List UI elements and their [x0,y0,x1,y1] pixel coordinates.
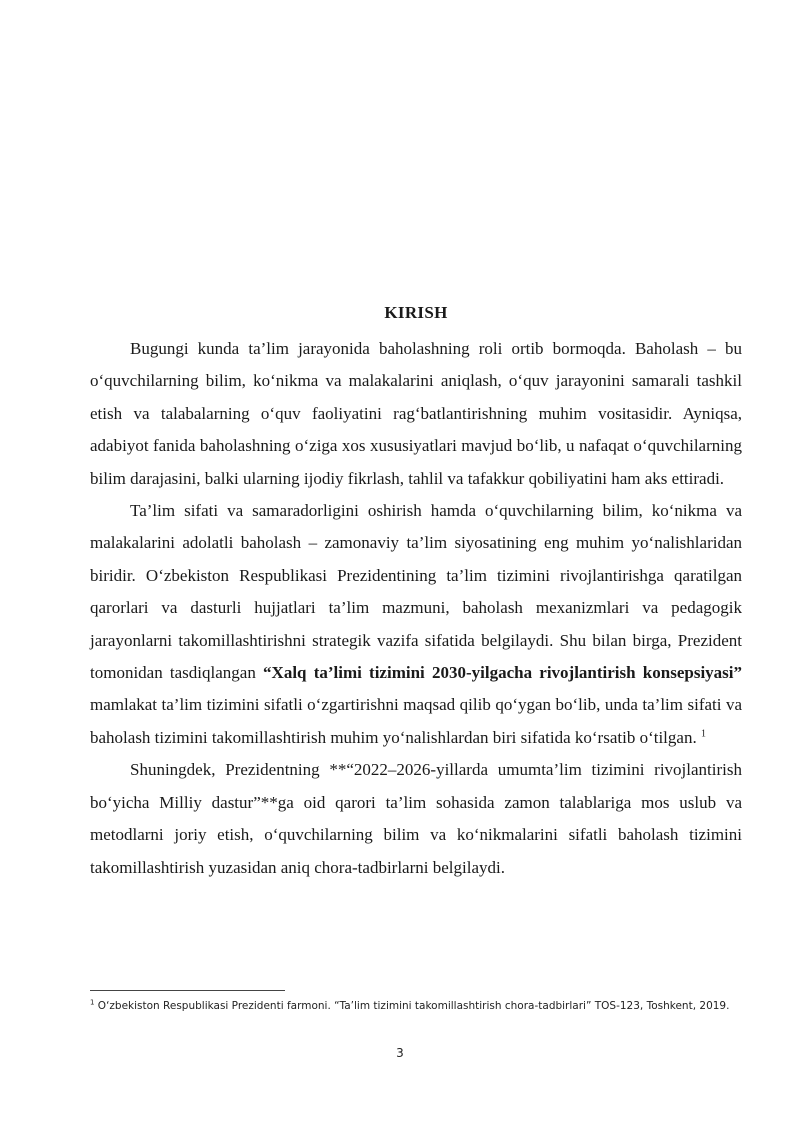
paragraph-3: Shuningdek, Prezidentning **“2022–2026-yillarda umumta’lim tizimini rivojlantirish bo‘yicha Milliy dastur”**ga oid qarori ta’lim sohasida zamon talablariga mos uslub va metodlarni joriy etish, o‘quvchilarning bilim va ko‘nikmalarini sifatli baholash tizimini takomillashtirish yuzasidan aniq chora-tadbirlarni belgilaydi. [90,760,742,877]
footnote-reference[interactable]: 1 [700,728,706,740]
paragraph-2 [90,495,742,754]
footnote [90,998,742,1014]
footnote-divider [90,990,285,991]
footnote-marker: 1 [90,998,95,1007]
body-text [90,333,742,884]
page-number: 3 [396,1046,404,1060]
concept-title-bold: “Xalq ta’limi tizimini 2030-yilgacha rivojlantirish konsepsiyasi” [263,663,743,683]
paragraph-2-text-end: mamlakat ta’lim tizimini sifatli o‘zgartirishni maqsad qilib qo‘ygan bo‘lib, unda ta’lim sifati va baholash tizimini takomillashtirish muhim yo‘nalishlardan biri sifatida ko‘rsatib o‘tilgan. [90,695,742,747]
footnote-text: O‘zbekiston Respublikasi Prezidenti farmoni. “Ta’lim tizimini takomillashtirish chora-tadbirlari” TOS-123, Toshkent, 2019. [94,1000,730,1012]
paragraph-2-text-start: Ta’lim sifati va samaradorligini oshirish hamda o‘quvchilarning bilim, ko‘nikma va malakalarini adolatli baholash – zamonaviy ta’lim siyosatining eng muhim yo‘nalishlaridan biridir. O‘zbekiston Respublikasi Prezidentining ta’lim tizimini rivojlantirishga qaratilgan qarorlari va dasturli hujjatlari ta’lim mazmuni, baholash mexanizmlari va pedagogik jarayonlarni takomillashtirishni strategik vazifa sifatida belgilaydi. Shu bilan birga, Prezident tomonidan tasdiqlangan [90,501,742,683]
paragraph-1: Bugungi kunda ta’lim jarayonida baholashning roli ortib bormoqda. Baholash – bu o‘quvchilarning bilim, ko‘nikma va malakalarini aniqlash, o‘quv jarayonini samarali tashkil etish va talabalarning o‘quv faoliyatini rag‘batlantirishning muhim vositasidir. Ayniqsa, adabiyot fanida baholashning o‘ziga xos xususiyatlari mavjud bo‘lib, u nafaqat o‘quvchilarning bilim darajasini, balki ularning ijodiy fikrlash, tahlil va tafakkur qobiliyatini ham aks ettiradi. [90,339,742,488]
section-heading: KIRISH [384,303,448,322]
